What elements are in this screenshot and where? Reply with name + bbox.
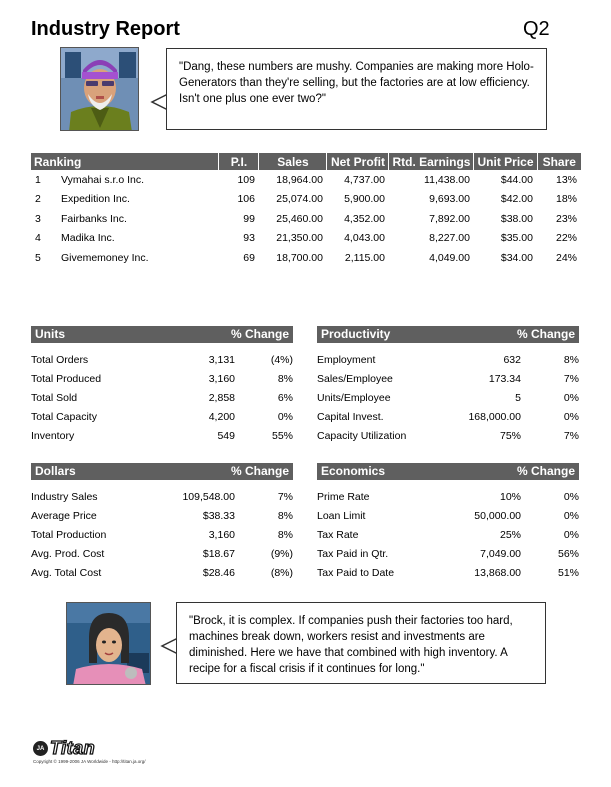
dollars-row [31, 488, 293, 507]
economics-title: Economics [321, 464, 386, 478]
quarter-label: Q2 [523, 18, 550, 40]
rtd-earnings-value: 11,438.00 [424, 173, 470, 186]
dollars-change: (8%) [270, 566, 293, 579]
speech-bubble-bottom: "Brock, it is complex. If companies push their factories too hard, machines break down, workers resist and investments are diminished. Here we have that combined with high inventory. A recipe for a fiscal crisis if it continues for long." [176, 602, 546, 684]
units-row [31, 351, 293, 370]
dollars-value: 109,548.00 [182, 491, 235, 504]
productivity-value: 5 [515, 391, 521, 404]
economics-row [317, 526, 579, 545]
units-title: Units [35, 327, 65, 341]
units-change: 8% [277, 373, 293, 386]
net-profit-value: 5,900.00 [344, 193, 385, 206]
col-net-profit: Net Profit [327, 153, 389, 170]
sales-value: 25,074.00 [276, 193, 323, 206]
units-change: (4%) [270, 354, 293, 367]
net-profit-value: 2,115.00 [344, 251, 385, 264]
units-rows [31, 343, 293, 445]
rtd-earnings-value: 9,693.00 [429, 193, 470, 206]
rtd-earnings-value: 8,227.00 [429, 232, 470, 245]
brock-avatar [60, 47, 139, 131]
economics-value: 25% [499, 528, 521, 541]
economics-label: Prime Rate [317, 491, 370, 504]
share-value: 23% [555, 212, 577, 225]
units-change: 6% [277, 391, 293, 404]
dollars-label: Total Production [31, 528, 107, 541]
productivity-panel [317, 326, 579, 445]
net-profit-value: 4,737.00 [344, 173, 385, 186]
table-row [31, 170, 581, 190]
report-title: Industry Report [31, 18, 180, 40]
pi-value: 69 [243, 251, 255, 264]
units-label: Total Sold [31, 391, 78, 404]
units-change-label: % Change [230, 327, 289, 341]
rtd-earnings-value: 7,892.00 [429, 212, 470, 225]
units-label: Total Capacity [31, 410, 97, 423]
economics-label: Tax Rate [317, 528, 359, 541]
economics-row [317, 544, 579, 563]
units-value: 4,200 [208, 410, 235, 423]
units-row [31, 389, 293, 408]
units-header [31, 326, 293, 343]
economics-row [317, 488, 579, 507]
unit-price-value: $42.00 [500, 193, 533, 206]
economics-label: Loan Limit [317, 510, 366, 523]
ja-badge: JA [33, 741, 48, 756]
company-name: Fairbanks Inc. [61, 212, 127, 225]
economics-value: 50,000.00 [474, 510, 521, 523]
economics-row [317, 507, 579, 526]
dollars-rows [31, 480, 293, 582]
ranking-header-row [31, 153, 581, 170]
economics-label: Tax Paid in Qtr. [317, 547, 389, 560]
dollars-change: 8% [277, 528, 293, 541]
productivity-row [317, 426, 579, 445]
titan-logo [33, 738, 95, 759]
economics-value: 7,049.00 [480, 547, 521, 560]
productivity-row [317, 407, 579, 426]
dollars-value: 3,160 [208, 528, 235, 541]
col-unit-price: Unit Price [474, 153, 537, 170]
productivity-change: 0% [563, 391, 579, 404]
dollars-label: Industry Sales [31, 491, 98, 504]
economics-header [317, 463, 579, 480]
rank-number: 3 [35, 212, 41, 225]
rank-number: 4 [35, 232, 41, 245]
dollars-change: 8% [277, 510, 293, 523]
productivity-rows [317, 343, 579, 445]
economics-value: 10% [499, 491, 521, 504]
unit-price-value: $34.00 [500, 251, 533, 264]
productivity-row [317, 389, 579, 408]
sales-value: 21,350.00 [276, 232, 323, 245]
units-value: 3,131 [208, 354, 235, 367]
table-row [31, 248, 581, 268]
share-value: 22% [555, 232, 577, 245]
productivity-value: 632 [503, 354, 521, 367]
productivity-label: Employment [317, 354, 376, 367]
dollars-panel [31, 463, 293, 582]
sales-value: 25,460.00 [276, 212, 323, 225]
economics-value: 13,868.00 [474, 566, 521, 579]
dollars-title: Dollars [35, 464, 76, 478]
economics-change: 0% [563, 528, 579, 541]
dollars-change: 7% [277, 491, 293, 504]
units-panel [31, 326, 293, 445]
dollars-row [31, 507, 293, 526]
productivity-label: Capital Invest. [317, 410, 384, 423]
col-pi: P.I. [219, 153, 259, 170]
units-label: Total Produced [31, 373, 102, 386]
col-ranking: Ranking [31, 153, 219, 170]
dollars-value: $28.46 [202, 566, 235, 579]
units-row [31, 426, 293, 445]
units-label: Total Orders [31, 354, 89, 367]
rank-number: 5 [35, 251, 41, 264]
company-name: Madika Inc. [61, 232, 115, 245]
analyst-avatar [66, 602, 151, 685]
economics-row [317, 563, 579, 582]
productivity-change: 0% [563, 410, 579, 423]
units-change: 0% [277, 410, 293, 423]
speech-bubble-top: "Dang, these numbers are mushy. Companies are making more Holo-Generators than they're selling, but the factories are at low efficiency. Isn't one plus one ever two?" [166, 48, 547, 130]
table-row [31, 229, 581, 249]
economics-panel [317, 463, 579, 582]
economics-change-label: % Change [516, 464, 575, 478]
productivity-change: 8% [563, 354, 579, 367]
economics-change: 56% [557, 547, 579, 560]
dollars-label: Average Price [31, 510, 97, 523]
productivity-row [317, 351, 579, 370]
company-name: Givememoney Inc. [61, 251, 149, 264]
economics-rows [317, 480, 579, 582]
table-row [31, 190, 581, 210]
unit-price-value: $38.00 [500, 212, 533, 225]
economics-change: 0% [563, 491, 579, 504]
ranking-table [31, 153, 581, 268]
productivity-value: 173.34 [488, 373, 521, 386]
productivity-value: 168,000.00 [468, 410, 521, 423]
share-value: 18% [555, 193, 577, 206]
economics-change: 51% [557, 566, 579, 579]
productivity-title: Productivity [321, 327, 391, 341]
dollars-row [31, 563, 293, 582]
productivity-header [317, 326, 579, 343]
share-value: 13% [555, 173, 577, 186]
col-rtd-earnings: Rtd. Earnings [389, 153, 474, 170]
units-value: 2,858 [208, 391, 235, 404]
company-name: Expedition Inc. [61, 193, 130, 206]
dollars-value: $18.67 [202, 547, 235, 560]
pi-value: 93 [243, 232, 255, 245]
units-label: Inventory [31, 429, 75, 442]
economics-change: 0% [563, 510, 579, 523]
company-name: Vymahai s.r.o Inc. [61, 173, 145, 186]
pi-value: 109 [237, 173, 255, 186]
productivity-change: 7% [563, 373, 579, 386]
copyright-text: Copyright © 1999-2006 JA Worldwide - http://titan.ja.org/ [33, 759, 146, 764]
units-row [31, 370, 293, 389]
units-value: 3,160 [208, 373, 235, 386]
dollars-label: Avg. Total Cost [31, 566, 102, 579]
rank-number: 2 [35, 193, 41, 206]
col-share: Share [537, 153, 581, 170]
pi-value: 99 [243, 212, 255, 225]
share-value: 24% [555, 251, 577, 264]
units-change: 55% [271, 429, 293, 442]
unit-price-value: $35.00 [500, 232, 533, 245]
unit-price-value: $44.00 [500, 173, 533, 186]
productivity-value: 75% [499, 429, 521, 442]
productivity-change-label: % Change [516, 327, 575, 341]
dollars-value: $38.33 [202, 510, 235, 523]
units-value: 549 [217, 429, 235, 442]
titan-wordmark: Titan [50, 738, 96, 758]
dollars-label: Avg. Prod. Cost [31, 547, 105, 560]
economics-label: Tax Paid to Date [317, 566, 395, 579]
sales-value: 18,964.00 [276, 173, 323, 186]
productivity-change: 7% [563, 429, 579, 442]
rank-number: 1 [35, 173, 41, 186]
units-row [31, 407, 293, 426]
net-profit-value: 4,043.00 [344, 232, 385, 245]
dollars-change: (9%) [270, 547, 293, 560]
sales-value: 18,700.00 [276, 251, 323, 264]
productivity-label: Sales/Employee [317, 373, 393, 386]
dollars-change-label: % Change [230, 464, 289, 478]
productivity-row [317, 370, 579, 389]
productivity-label: Units/Employee [317, 391, 391, 404]
productivity-label: Capacity Utilization [317, 429, 407, 442]
pi-value: 106 [237, 193, 255, 206]
col-sales: Sales [259, 153, 327, 170]
rtd-earnings-value: 4,049.00 [429, 251, 470, 264]
dollars-row [31, 526, 293, 545]
net-profit-value: 4,352.00 [344, 212, 385, 225]
table-row [31, 209, 581, 229]
dollars-header [31, 463, 293, 480]
dollars-row [31, 544, 293, 563]
